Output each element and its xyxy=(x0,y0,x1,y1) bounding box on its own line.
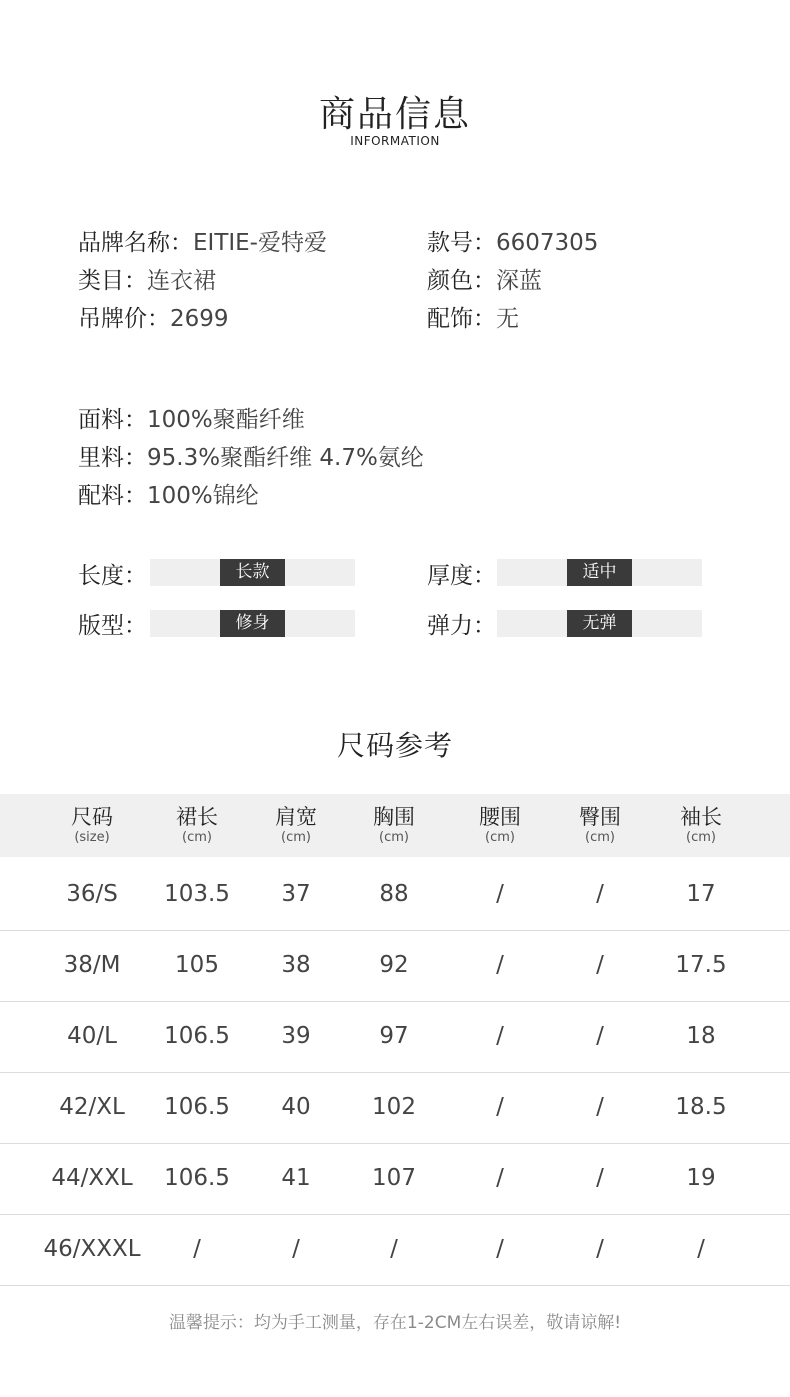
header-waist-label: 腰围 xyxy=(479,805,521,829)
thickness-bar xyxy=(497,559,702,586)
cell-sleeve: 19 xyxy=(686,1165,716,1191)
cell-waist: / xyxy=(496,1236,504,1262)
fit-label: 版型： xyxy=(78,613,147,639)
accessory-label: 配饰： xyxy=(427,306,496,332)
color-row xyxy=(427,262,542,295)
cell-shoulder: 40 xyxy=(281,1094,311,1120)
cell-bust: 102 xyxy=(372,1094,416,1120)
table-row xyxy=(0,859,790,931)
header-hip xyxy=(545,804,655,846)
cell-hip: / xyxy=(596,1236,604,1262)
style-no-label: 款号： xyxy=(427,230,496,256)
thickness-label: 厚度： xyxy=(427,563,496,589)
table-row xyxy=(0,1214,790,1286)
header-shoulder-label: 肩宽 xyxy=(275,805,317,829)
cell-dress-length: 106.5 xyxy=(164,1023,230,1049)
measurement-note: 温馨提示：均为手工测量，存在1-2CM左右误差，敬请谅解! xyxy=(168,1313,622,1333)
fabric-row xyxy=(78,401,305,434)
cell-sleeve: 17 xyxy=(686,881,716,907)
price-value: 2699 xyxy=(170,306,229,332)
fabric-value: 100%聚酯纤维 xyxy=(147,407,305,433)
table-row xyxy=(0,1143,790,1215)
size-table-header xyxy=(0,794,790,857)
trim-row xyxy=(78,477,259,510)
style-no-row xyxy=(427,224,598,257)
cell-hip: / xyxy=(596,1094,604,1120)
brand-row xyxy=(78,224,327,257)
category-value: 连衣裙 xyxy=(147,268,216,294)
brand-value: EITIE-爱特爱 xyxy=(193,230,327,256)
cell-dress-length: 106.5 xyxy=(164,1165,230,1191)
cell-bust: 97 xyxy=(379,1023,409,1049)
cell-dress-length: 106.5 xyxy=(164,1094,230,1120)
cell-hip: / xyxy=(596,1165,604,1191)
cell-size: 46/XXXL xyxy=(43,1236,141,1262)
cell-size: 40/L xyxy=(67,1023,117,1049)
header-sleeve-label: 袖长 xyxy=(680,805,722,829)
header-hip-unit: (cm) xyxy=(585,830,615,845)
category-label: 类目： xyxy=(78,268,147,294)
fabric-label: 面料： xyxy=(78,407,147,433)
cell-sleeve: 17.5 xyxy=(675,952,727,978)
cell-bust: 107 xyxy=(372,1165,416,1191)
page-subtitle: INFORMATION xyxy=(350,134,440,148)
length-bar xyxy=(150,559,355,586)
fit-value-pill: 修身 xyxy=(220,610,285,637)
color-value: 深蓝 xyxy=(496,268,542,294)
page-title: 商品信息 xyxy=(318,94,471,135)
table-row xyxy=(0,930,790,1002)
accessory-value: 无 xyxy=(496,306,519,332)
cell-bust: / xyxy=(390,1236,398,1262)
thickness-value-pill: 适中 xyxy=(567,559,632,586)
header-bust-label: 胸围 xyxy=(373,805,415,829)
price-row xyxy=(78,300,229,333)
cell-dress-length: / xyxy=(193,1236,201,1262)
brand-label: 品牌名称： xyxy=(78,230,193,256)
style-no-value: 6607305 xyxy=(496,230,599,256)
cell-waist: / xyxy=(496,1165,504,1191)
cell-waist: / xyxy=(496,881,504,907)
cell-waist: / xyxy=(496,1023,504,1049)
cell-sleeve: 18.5 xyxy=(675,1094,727,1120)
accessory-row xyxy=(427,300,519,333)
cell-bust: 88 xyxy=(379,881,409,907)
elasticity-value-pill: 无弹 xyxy=(567,610,632,637)
header-waist-unit: (cm) xyxy=(485,830,515,845)
length-label: 长度： xyxy=(78,563,147,589)
cell-dress-length: 105 xyxy=(175,952,219,978)
cell-shoulder: 39 xyxy=(281,1023,311,1049)
cell-dress-length: 103.5 xyxy=(164,881,230,907)
price-label: 吊牌价： xyxy=(78,306,170,332)
header-size-label: 尺码 xyxy=(71,805,113,829)
fit-bar xyxy=(150,610,355,637)
header-dress-length xyxy=(142,804,252,846)
cell-size: 42/XL xyxy=(59,1094,125,1120)
header-shoulder-unit: (cm) xyxy=(281,830,311,845)
cell-hip: / xyxy=(596,952,604,978)
category-row xyxy=(78,262,216,295)
trim-value: 100%锦纶 xyxy=(147,483,259,509)
header-sleeve-unit: (cm) xyxy=(686,830,716,845)
header-bust xyxy=(339,804,449,846)
header-sleeve xyxy=(646,804,756,846)
elasticity-bar xyxy=(497,610,702,637)
length-value-pill: 长款 xyxy=(220,559,285,586)
lining-value: 95.3%聚酯纤维 4.7%氨纶 xyxy=(147,445,424,471)
cell-shoulder: / xyxy=(292,1236,300,1262)
cell-hip: / xyxy=(596,881,604,907)
header-size xyxy=(37,804,147,846)
cell-shoulder: 37 xyxy=(281,881,311,907)
lining-row xyxy=(78,439,424,472)
lining-label: 里料： xyxy=(78,445,147,471)
header-shoulder xyxy=(241,804,351,846)
table-row xyxy=(0,1072,790,1144)
header-size-unit: (size) xyxy=(74,830,110,845)
header-bust-unit: (cm) xyxy=(379,830,409,845)
cell-hip: / xyxy=(596,1023,604,1049)
elasticity-label: 弹力： xyxy=(427,613,496,639)
header-dress-length-unit: (cm) xyxy=(182,830,212,845)
cell-size: 36/S xyxy=(66,881,118,907)
cell-shoulder: 38 xyxy=(281,952,311,978)
color-label: 颜色： xyxy=(427,268,496,294)
cell-bust: 92 xyxy=(379,952,409,978)
size-chart-title: 尺码参考 xyxy=(336,729,453,762)
cell-sleeve: 18 xyxy=(686,1023,716,1049)
cell-size: 44/XXL xyxy=(51,1165,133,1191)
cell-shoulder: 41 xyxy=(281,1165,311,1191)
cell-waist: / xyxy=(496,1094,504,1120)
cell-waist: / xyxy=(496,952,504,978)
table-row xyxy=(0,1001,790,1073)
cell-size: 38/M xyxy=(63,952,121,978)
cell-sleeve: / xyxy=(697,1236,705,1262)
header-hip-label: 臀围 xyxy=(579,805,621,829)
trim-label: 配料： xyxy=(78,483,147,509)
header-waist xyxy=(445,804,555,846)
header-dress-length-label: 裙长 xyxy=(176,805,218,829)
